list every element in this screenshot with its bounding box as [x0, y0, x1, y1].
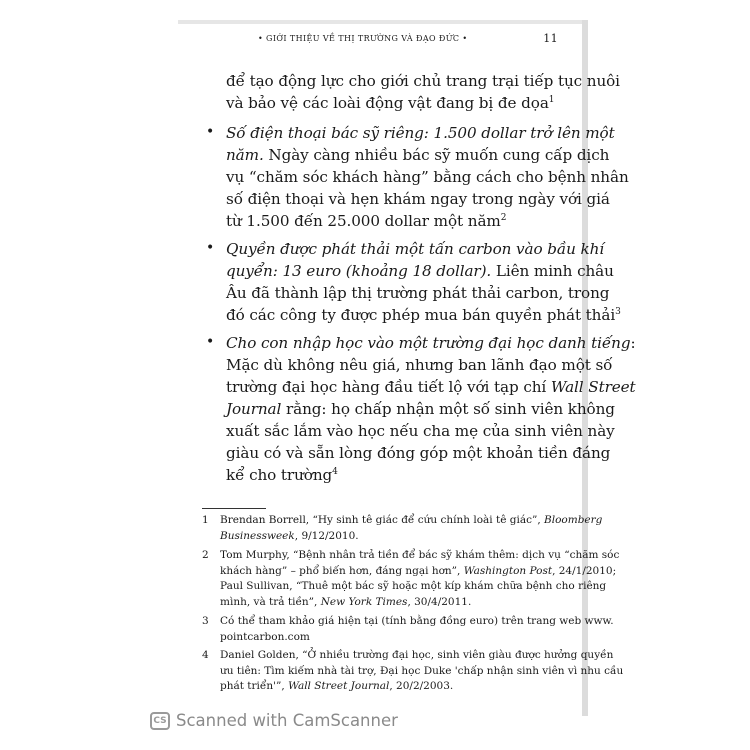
body-line: để tạo động lực cho giới chủ trang trại tiếp tục nuôi	[226, 72, 620, 90]
list-item-line: Mặc dù không nêu giá, nhưng ban lãnh đạo một số	[226, 356, 613, 374]
footnote-line: Daniel Golden, “Ở nhiều trường đại học, sinh viên giàu được hưởng quyền	[220, 649, 614, 661]
watermark-text: Scanned with CamScanner	[176, 711, 398, 730]
running-header-title: • GIỚI THIỆU VỀ THỊ TRƯỜNG VÀ ĐẠO ĐỨC •	[258, 34, 468, 43]
footnote-ref: 2	[500, 212, 507, 223]
footnote-ref: 3	[615, 306, 621, 317]
list-item-line: quyển: 13 euro (khoảng 18 dollar). Liên minh châu	[226, 262, 614, 280]
bullet-icon: •	[206, 124, 215, 140]
footnote-line: mình, và trả tiền”, New York Times, 30/4/2011.	[220, 595, 472, 608]
list-item-line: số điện thoại và hẹn khám ngay trong ngày với giá	[226, 190, 610, 208]
list-item-line: vụ “chăm sóc khách hàng” bằng cách cho bệnh nhân	[226, 168, 629, 186]
body-line: và bảo vệ các loài động vật đang bị đe dọa$^1$	[226, 94, 555, 112]
list-item-line: Cho con nhập học vào một trường đại học danh tiếng:	[226, 334, 636, 352]
list-item-line: năm. Ngày càng nhiều bác sỹ muốn cung cấp dịch	[226, 146, 610, 164]
list-item-line: đó các công ty được phép mua bán quyền phát thải$^3$	[226, 306, 621, 324]
page-number: 11	[543, 32, 558, 45]
footnote-line: phát triển'”, Wall Street Journal, 20/2/2003.	[220, 680, 454, 692]
list-item-line: Quyền được phát thải một tấn carbon vào bầu khí	[226, 240, 605, 258]
footnote-line: Businessweek, 9/12/2010.	[220, 529, 359, 542]
footnote-ref: 4	[332, 466, 338, 477]
camscanner-logo-icon: CS	[150, 712, 170, 730]
list-item-line: kể cho trường$^4$	[226, 466, 338, 484]
footnote-line: khách hàng” – phổ biến hơn, đáng ngại hơn”, Washington Post, 24/1/2010;	[220, 564, 617, 577]
running-header	[258, 32, 558, 48]
bullet-icon: •	[206, 334, 215, 350]
footnote-line: Paul Sullivan, “Thuê một bác sỹ hoặc một kíp khám chữa bệnh cho riêng	[220, 580, 607, 592]
footnote-line: pointcarbon.com	[220, 630, 310, 643]
list-item-line: giàu có và sẵn lòng đóng góp một khoản tiền đáng	[226, 444, 611, 462]
list-item-line: từ 1.500 đến 25.000 dollar một năm$^2$	[226, 212, 507, 230]
list-item-line: Số điện thoại bác sỹ riêng: 1.500 dollar trở lên một	[226, 124, 615, 142]
footnote-number: 4	[202, 649, 209, 661]
footnote-ref: 1	[548, 94, 555, 105]
footnote-divider	[202, 508, 266, 509]
footnote-number: 1	[202, 514, 209, 526]
footnote-number: 2	[202, 549, 209, 561]
footnote-line: ưu tiên: Tìm kiếm nhà tài trợ, Đại học Duke 'chấp nhận sinh viên vì nhu cầu	[220, 664, 624, 677]
footnote-line: Tom Murphy, “Bệnh nhân trả tiền để bác sỹ khám thêm: dịch vụ “chăm sóc	[220, 549, 620, 561]
list-item-line: xuất sắc lắm vào học nếu cha mẹ của sinh viên này	[226, 422, 615, 440]
footnote-line: Brendan Borrell, “Hy sinh tê giác để cứu chính loài tê giác”, Bloomberg	[220, 514, 603, 526]
footnote-line: Có thể tham khảo giá hiện tại (tính bằng đồng euro) trên trang web www.	[220, 615, 614, 627]
list-item-line: trường đại học hàng đầu tiết lộ với tạp chí Wall Street	[226, 378, 636, 396]
bullet-icon: •	[206, 240, 215, 256]
footnote-number: 3	[202, 615, 209, 627]
list-item-line: Journal rằng: họ chấp nhận một số sinh viên không	[226, 400, 615, 418]
list-item-line: Âu đã thành lập thị trường phát thải carbon, trong	[226, 284, 610, 302]
